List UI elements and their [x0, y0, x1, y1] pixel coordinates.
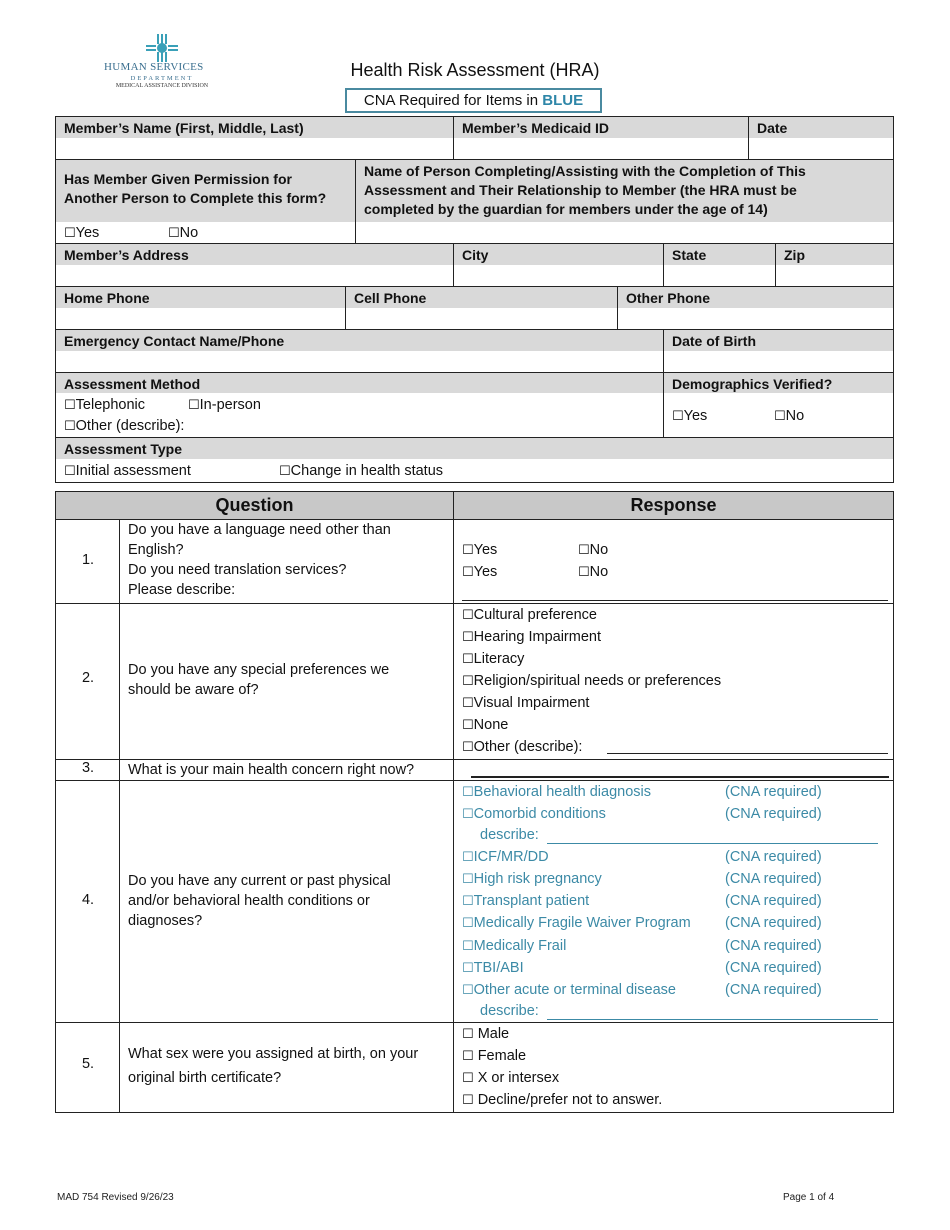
q4-comorbid-describe: describe: — [480, 827, 539, 843]
member-name-label: Member’s Name (First, Middle, Last) — [56, 117, 453, 138]
q5-intersex-checkbox[interactable]: ☐ X or intersex — [462, 1070, 560, 1086]
q2-number: 2. — [81, 670, 95, 686]
city-label: City — [454, 244, 663, 265]
person-completing-label: Name of Person Completing/Assisting with the Completion of This Assessment and Their Relationship to Member (the HRA must be completed by the guardian for members under the age of 14) — [356, 160, 893, 222]
q4-cna-note: (CNA required) — [725, 938, 822, 954]
initial-assessment-checkbox[interactable]: ☐Initial assessment — [64, 463, 191, 479]
q4-comorbid-line[interactable] — [547, 843, 878, 844]
q4-cna-note: (CNA required) — [725, 960, 822, 976]
page-number: Page 1 of 4 — [783, 1192, 835, 1203]
emergency-contact-label: Emergency Contact Name/Phone — [56, 330, 663, 351]
q1-describe-line[interactable] — [462, 600, 888, 601]
q4-other-disease-checkbox[interactable]: ☐Other acute or terminal disease — [462, 982, 676, 998]
q4-cna-note: (CNA required) — [725, 806, 822, 822]
q2-text: Do you have any special preferences we should be aware of? — [128, 662, 390, 698]
q4-comorbid-checkbox[interactable]: ☐Comorbid conditions — [462, 806, 606, 822]
question-header: Question — [56, 492, 453, 519]
other-phone-label: Other Phone — [618, 287, 893, 308]
date-label: Date — [749, 117, 893, 138]
q1-language-no[interactable]: ☐No — [578, 542, 609, 558]
state-label: State — [664, 244, 775, 265]
address-label: Member’s Address — [56, 244, 453, 265]
medicaid-id-label: Member’s Medicaid ID — [454, 117, 748, 138]
q2-hearing-checkbox[interactable]: ☐Hearing Impairment — [462, 629, 601, 645]
q2-literacy-checkbox[interactable]: ☐Literacy — [462, 651, 525, 667]
q3-number: 3. — [81, 760, 95, 776]
zia-sun-icon — [100, 32, 225, 62]
q5-male-checkbox[interactable]: ☐ Male — [462, 1026, 510, 1042]
demographics-label: Demographics Verified? — [664, 373, 893, 393]
q2-cultural-checkbox[interactable]: ☐Cultural preference — [462, 607, 597, 623]
q2-religion-checkbox[interactable]: ☐Religion/spiritual needs or preferences — [462, 673, 722, 689]
cell-phone-label: Cell Phone — [346, 287, 617, 308]
home-phone-label: Home Phone — [56, 287, 345, 308]
logo-division: MEDICAL ASSISTANCE DIVISION — [115, 83, 209, 89]
q4-cna-note: (CNA required) — [725, 871, 822, 887]
cna-notice: CNA Required for Items in BLUE — [345, 88, 602, 113]
q4-icf-checkbox[interactable]: ☐ICF/MR/DD — [462, 849, 549, 865]
q4-fragile-waiver-checkbox[interactable]: ☐Medically Fragile Waiver Program — [462, 915, 691, 931]
q4-transplant-checkbox[interactable]: ☐Transplant patient — [462, 893, 590, 909]
q2-visual-checkbox[interactable]: ☐Visual Impairment — [462, 695, 590, 711]
zip-label: Zip — [776, 244, 893, 265]
q5-decline-checkbox[interactable]: ☐ Decline/prefer not to answer. — [462, 1092, 663, 1108]
logo-text: HUMAN SERVICES — [104, 61, 204, 73]
demographics-yes-checkbox[interactable]: ☐Yes — [672, 408, 708, 424]
q4-tbi-checkbox[interactable]: ☐TBI/ABI — [462, 960, 524, 976]
q1-translation-no[interactable]: ☐No — [578, 564, 609, 580]
q4-other-describe: describe: — [480, 1003, 539, 1019]
response-header: Response — [454, 492, 893, 519]
q4-number: 4. — [81, 892, 95, 908]
page-title: Health Risk Assessment (HRA) — [350, 60, 600, 80]
q4-cna-note: (CNA required) — [725, 849, 822, 865]
q5-text: What sex were you assigned at birth, on your original birth certificate? — [128, 1046, 419, 1086]
form-number: MAD 754 Revised 9/26/23 — [57, 1192, 174, 1203]
q2-other-checkbox[interactable]: ☐Other (describe): — [462, 739, 583, 755]
q1-language-yes[interactable]: ☐Yes — [462, 542, 498, 558]
q3-answer-line[interactable] — [471, 776, 889, 778]
q2-other-line[interactable] — [607, 753, 888, 754]
q4-behavioral-checkbox[interactable]: ☐Behavioral health diagnosis — [462, 784, 651, 800]
dob-label: Date of Birth — [664, 330, 893, 351]
permission-no-checkbox[interactable]: ☐No — [168, 225, 199, 241]
demographics-no-checkbox[interactable]: ☐No — [774, 408, 805, 424]
q4-other-line[interactable] — [547, 1019, 878, 1020]
change-health-checkbox[interactable]: ☐Change in health status — [279, 463, 444, 479]
q2-none-checkbox[interactable]: ☐None — [462, 717, 509, 733]
telephonic-checkbox[interactable]: ☐Telephonic — [64, 397, 145, 413]
other-method-checkbox[interactable]: ☐Other (describe): — [64, 418, 185, 434]
q3-text: What is your main health concern right now? — [128, 762, 415, 778]
permission-label: Has Member Given Permission for Another Person to Complete this form? — [56, 160, 355, 222]
assessment-type-label: Assessment Type — [56, 438, 893, 459]
q4-frail-checkbox[interactable]: ☐Medically Frail — [462, 938, 567, 954]
q1-number: 1. — [81, 552, 95, 568]
permission-yes-checkbox[interactable]: ☐Yes — [64, 225, 100, 241]
hsd-logo — [100, 32, 225, 94]
q1-translation-yes[interactable]: ☐Yes — [462, 564, 498, 580]
q4-text: Do you have any current or past physical and/or behavioral health conditions or diagnoses? — [128, 873, 391, 929]
assessment-method-label: Assessment Method — [56, 373, 663, 393]
q4-cna-note: (CNA required) — [725, 915, 822, 931]
q5-female-checkbox[interactable]: ☐ Female — [462, 1048, 527, 1064]
q4-cna-note: (CNA required) — [725, 982, 822, 998]
q5-number: 5. — [81, 1056, 95, 1072]
q4-cna-note: (CNA required) — [725, 784, 822, 800]
in-person-checkbox[interactable]: ☐In-person — [188, 397, 261, 413]
logo-department: DEPARTMENT — [130, 75, 194, 82]
q4-cna-note: (CNA required) — [725, 893, 822, 909]
q1-text: Do you have a language need other than English? Do you need translation services? Please describe: — [128, 522, 391, 598]
q4-pregnancy-checkbox[interactable]: ☐High risk pregnancy — [462, 871, 602, 887]
